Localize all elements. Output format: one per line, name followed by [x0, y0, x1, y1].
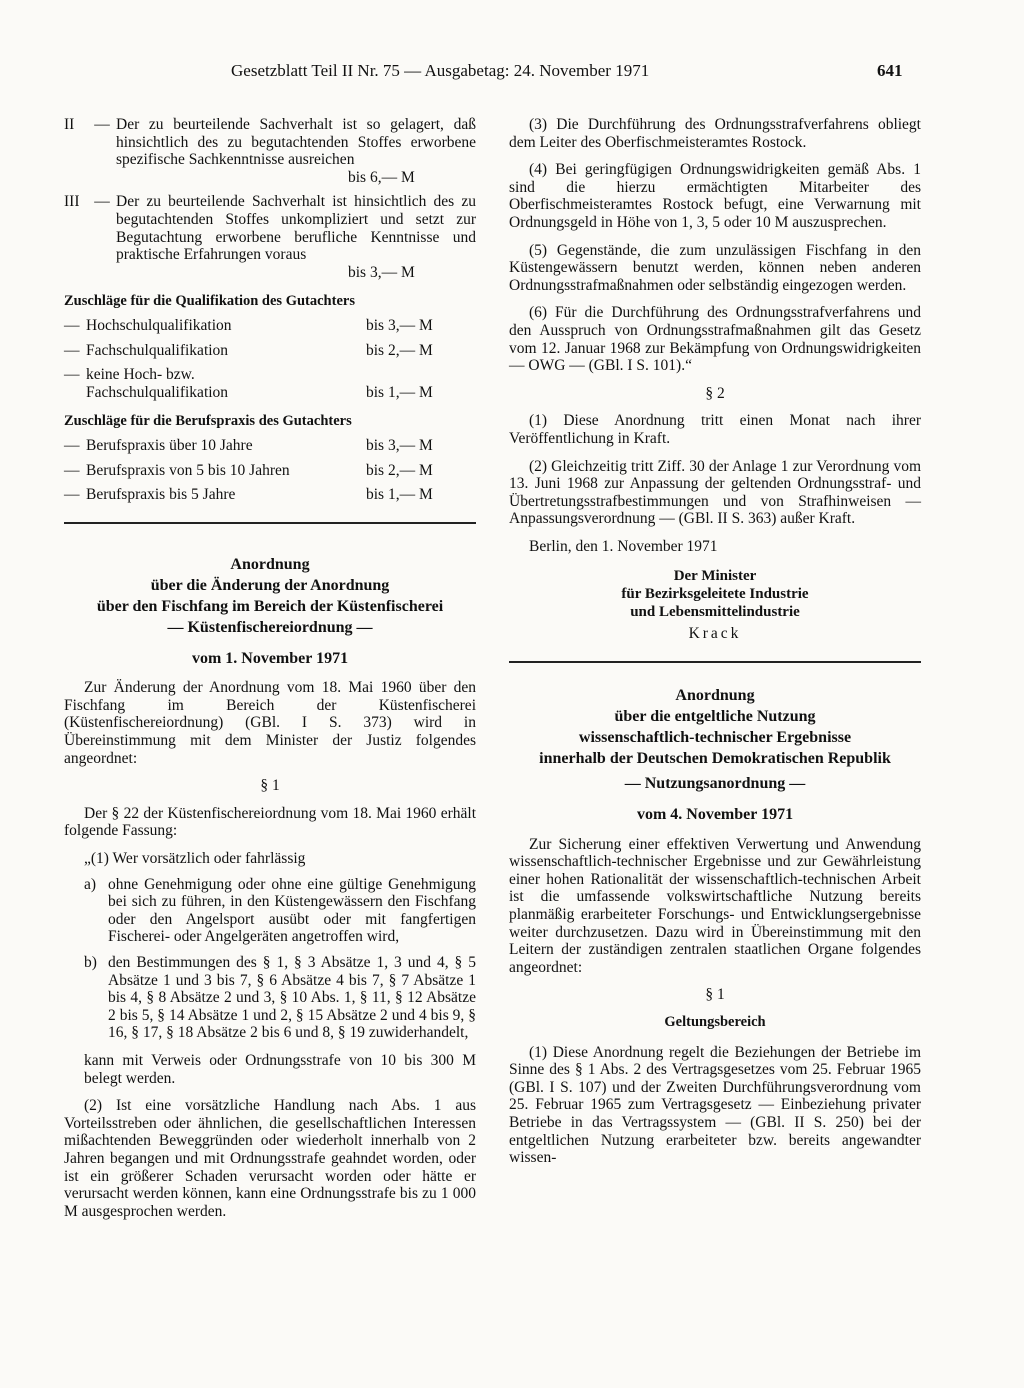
surcharge-value: bis 2,— M: [366, 341, 433, 359]
fee-level-text: Der zu beurteilende Sachverhalt ist hinsichtlich des zu begutachtenden Stoffes unkompliziert und setzt zur Begutachtung erworbene berufliche Kenntnisse und praktische Erfahrungen voraus: [116, 193, 476, 264]
quote-start: „(1) Wer vorsätzlich oder fahrlässig: [84, 850, 306, 868]
fee-level-item: [64, 193, 476, 281]
fee-level-text: Der zu beurteilende Sachverhalt ist so gelagert, daß hinsichtlich des zu begutachtenden Stoffes erworbene spezifische Sachkenntnisse ausreichen: [116, 116, 476, 169]
paragraph-5: (5) Gegenstände, die zum unzulässigen Fischfang in den Küstengewässern benutzt werden, können neben anderen Ordnungsstrafmaßnahmen oder selbständig eingezogen werden.: [509, 241, 921, 294]
surcharge-value: bis 3,— M: [366, 316, 433, 334]
order-2-intro: Zur Sicherung einer effektiven Verwertung und Anwendung wissenschaftlich-technischer Ergebnisse und zur Gewährleistung einer hohen Rationalität der wissenschaftlich-technischen Arbeit ist die umfassende volkswirtschaftliche Nutzung bereits planmäßig erarbeiteter Forschungs- und Entwicklungsergebnisse weiter durchzusetzen. Dazu wird in Übereinstimmung mit den Leitern der zuständigen zentralen staatlichen Organe folgendes angeordnet:: [509, 835, 921, 976]
surcharge-row: — Berufspraxis über 10 Jahre bis 3,— M: [64, 437, 476, 455]
surcharge-value: bis 2,— M: [366, 461, 433, 479]
section-2-para-2: (2) Gleichzeitig tritt Ziff. 30 der Anlage 1 zur Verordnung vom 13. Juni 1968 zur Anpassung der geltenden Ordnungsstraf- und Übertretungsstrafbestimmungen und von Strafhinweisen — Anpassungsverordnung — (GBl. II S. 363) außer Kraft.: [509, 457, 921, 528]
penalty-text: kann mit Verweis oder Ordnungsstrafe von 10 bis 300 M belegt werden.: [84, 1051, 476, 1087]
page-header: [0, 62, 1024, 86]
surcharge-label: Fachschulqualifikation: [86, 341, 229, 359]
surcharge-value: bis 3,— M: [366, 436, 433, 454]
order-date: vom 1. November 1971: [191, 649, 349, 667]
signatory-name: Krack: [688, 625, 742, 643]
signature-block: Der Minister für Bezirksgeleitete Industrie und Lebensmittelindustrie: [621, 568, 809, 621]
paragraph-4: (4) Bei geringfügigen Ordnungswidrigkeiten gemäß Abs. 1 sind die hierzu ermächtigten Mitarbeiter des Oberfischmeisteramtes Rostock befugt, eine Verwarnung mit Ordnungsgeld in Höhe von 1, 3, 5 oder 10 M auszusprechen.: [509, 161, 921, 231]
surcharge-label: Berufspraxis bis 5 Jahre: [86, 486, 236, 504]
section-1-text: Der § 22 der Küstenfischereiordnung vom 18. Mai 1960 erhält folgende Fassung:: [64, 804, 476, 840]
section-divider: [509, 661, 921, 663]
list-item: a) ohne Genehmigung oder ohne eine gültige Genehmigung bei sich zu führen, in den Küstengewässern den Fischfang oder den Angelsport ausübt oder mit fangfertigen Fischerei- oder Angelgeräten angetroffen wird,: [84, 875, 476, 946]
order-2-para-1: (1) Diese Anordnung regelt die Beziehungen der Betriebe im Sinne des § 1 Abs. 2 des Vertragsgesetzes vom 25. Februar 1965 (GBl. I S. 107) und der Zweiten Durchführungsverordnung vom 25. Februar 1965 zum Vertragsgesetz — Einbeziehung privater Betriebe in das Vertragssystem — (GBl. II S. 250) bei der entgeltlichen Nutzung erarbeiteter bzw. bereits angewandter wissen-: [509, 1043, 921, 1167]
section-2-mark: § 2: [705, 384, 725, 402]
order-2-date: vom 4. November 1971: [636, 806, 794, 824]
list-item-text: ohne Genehmigung oder ohne eine gültige Genehmigung bei sich zu führen, in den Küstengewässern den Fischfang oder den Angelsport ausübt oder mit fangfertigen Fischerei- oder Angelgeräten angetroffen wird,: [108, 875, 476, 946]
qualification-heading: Zuschläge für die Qualifikation des Gutachters: [64, 293, 355, 310]
fee-level-amount: bis 6,— M: [348, 168, 415, 186]
left-column: [64, 116, 476, 1220]
surcharge-row: — keine Hoch- bzw. Fachschulqualifikation bis 1,— M: [64, 366, 476, 401]
fee-level-item: [64, 116, 476, 186]
fee-level-number: II: [64, 116, 75, 133]
order-title: Anordnung über die Änderung der Anordnung über den Fischfang im Bereich der Küstenfischerei — Küstenfischereiordnung —: [96, 555, 444, 636]
paragraph-2: (2) Ist eine vorsätzliche Handlung nach Abs. 1 aus Vorteilsstreben oder ähnlichen, die gesellschaftlichen Interessen mißachtenden Beweggründen oder wiederholt innerhalb von 2 Jahren begangen und mit Ordnungsstrafe geahndet worden, oder ist ein größerer Schaden verursacht worden oder hätte er verursacht werden können, kann eine Ordnungsstrafe bis zu 1 000 M ausgesprochen werden.: [64, 1097, 476, 1220]
surcharge-value: bis 1,— M: [366, 383, 433, 401]
page-number: 641: [877, 61, 903, 80]
paragraph-3: (3) Die Durchführung des Ordnungsstrafverfahrens obliegt dem Leiter des Oberfischmeisteramtes Rostock.: [509, 116, 921, 151]
surcharge-row: — Berufspraxis bis 5 Jahre bis 1,— M: [64, 486, 476, 504]
order-2-section-1-title: Geltungsbereich: [664, 1014, 766, 1030]
fee-level-number: III: [64, 193, 80, 211]
surcharge-row: — Fachschulqualifikation bis 2,— M: [64, 342, 476, 360]
fee-level-content: [116, 193, 476, 281]
practice-heading: Zuschläge für die Berufspraxis des Gutachters: [64, 413, 352, 430]
section-divider: [64, 522, 476, 524]
surcharge-value: bis 1,— M: [366, 486, 433, 504]
order-intro: Zur Änderung der Anordnung vom 18. Mai 1960 über den Fischfang im Bereich der Küstenfischerei (Küstenfischereiordnung) (GBl. I S. 373) wird in Übereinstimmung mit dem Minister der Justiz folgendes angeordnet:: [64, 679, 476, 767]
section-1-mark: § 1: [260, 777, 280, 795]
order-2-title: Anordnung über die entgeltliche Nutzung wissenschaftlich-technischer Ergebnisse innerhalb der Deutschen Demokratischen Republik — Nutzungsanordnung —: [539, 687, 891, 793]
surcharge-row: — Berufspraxis von 5 bis 10 Jahren bis 2,— M: [64, 462, 476, 480]
order-2-section-1-mark: § 1: [705, 986, 725, 1004]
paragraph-6: (6) Für die Durchführung des Ordnungsstrafverfahrens und den Ausspruch von Ordnungsstrafmaßnahmen gilt das Gesetz vom 12. Januar 1968 zur Bekämpfung von Ordnungswidrigkeiten — OWG — (GBl. I S. 101).“: [509, 304, 921, 375]
fee-level-amount: bis 3,— M: [348, 263, 415, 281]
right-column: [509, 116, 921, 1167]
surcharge-label: Hochschulqualifikation: [86, 316, 232, 334]
fee-level-dash: —: [94, 116, 110, 133]
section-2-para-1: (1) Diese Anordnung tritt einen Monat nach ihrer Veröffentlichung in Kraft.: [509, 412, 921, 447]
fee-level-dash: —: [94, 193, 110, 211]
surcharge-label: Berufspraxis von 5 bis 10 Jahren: [86, 461, 290, 479]
surcharge-label: keine Hoch- bzw. Fachschulqualifikation: [86, 366, 229, 401]
header-title: Gesetzblatt Teil II Nr. 75 — Ausgabetag: 24. November 1971: [231, 61, 650, 80]
list-item-text: den Bestimmungen des § 1, § 3 Absätze 1, 3 und 4, § 5 Absätze 1 und 3 bis 7, § 6 Absätze 4 bis 7, § 7 Absätze 1 bis 4, § 8 Absätze 2 und 3, § 10 Abs. 1, § 11, § 12 Absätze 2 bis 5, § 14 Absätze 1 und 2, § 15 Absätze 2 und 4 bis 9, § 16, § 17, § 18 Absätze 2 bis 6 und 8, § 19 zuwiderhandelt,: [108, 954, 476, 1042]
place-date: Berlin, den 1. November 1971: [529, 537, 718, 555]
list-item: b) den Bestimmungen des § 1, § 3 Absätze 1, 3 und 4, § 5 Absätze 1 und 3 bis 7, § 6 Absätze 4 bis 7, § 7 Absätze 1 bis 4, § 8 Absätze 2 und 3, § 10 Abs. 1, § 11, § 12 Absätze 2 bis 5, § 14 Absätze 1 und 2, § 15 Absätze 2 und 4 bis 9, § 16, § 17, § 18 Absätze 2 bis 6 und 8, § 19 zuwiderhandelt,: [84, 954, 476, 1042]
surcharge-label: Berufspraxis über 10 Jahre: [86, 436, 253, 454]
fee-level-content: [116, 116, 476, 186]
surcharge-row: — Hochschulqualifikation bis 3,— M: [64, 317, 476, 335]
